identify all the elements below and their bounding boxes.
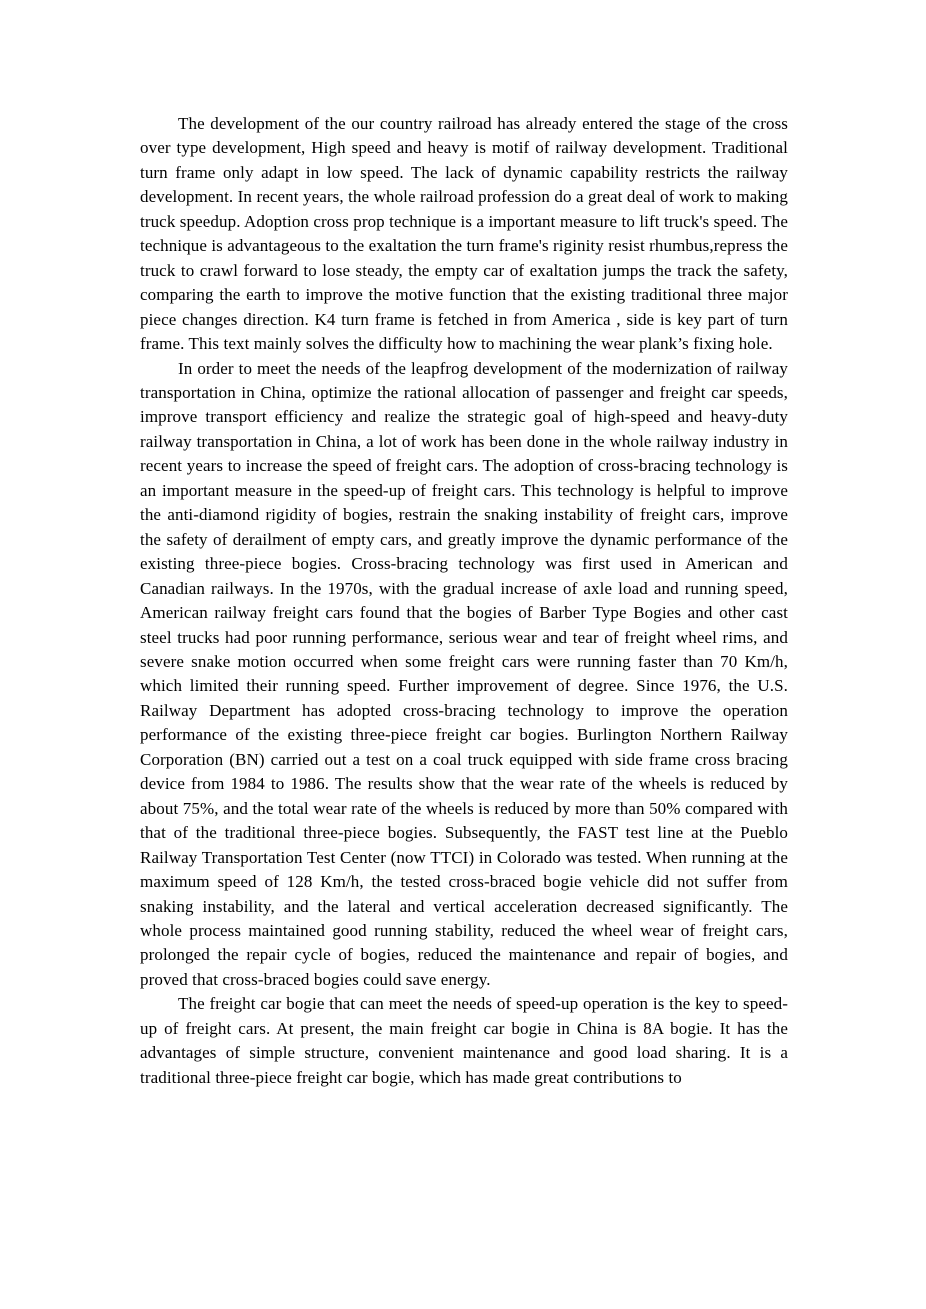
paragraph-3: The freight car bogie that can meet the needs of speed-up operation is the key to speed-up of freight cars. At present, the main freight car bogie in China is 8A bogie. It has the advantages of simple structure, convenient maintenance and good load sharing. It is a traditional three-piece freight car bogie, which has made great contributions to [140,994,788,1087]
paragraph-1: The development of the our country railroad has already entered the stage of the cross over type development, High speed and heavy is motif of railway development. Traditional turn frame only adapt in low speed. The lack of dynamic capability restricts the railway development. In recent years, the whole railroad profession do a great deal of work to making truck speedup. Adoption cross prop technique is a important measure to lift truck's speed. The technique is advantageous to the exaltation the turn frame's riginity resist rhumbus,repress the truck to crawl forward to lose steady, the empty car of exaltation jumps the track the safety, comparing the earth to improve the motive function that the existing traditional three major piece changes direction. K4 turn frame is fetched in from America , side is key part of turn frame. This text mainly solves the difficulty how to machining the wear plank’s fixing hole. [140,114,788,354]
paragraph-2: In order to meet the needs of the leapfrog development of the modernization of railway transportation in China, optimize the rational allocation of passenger and freight car speeds, improve transport efficiency and realize the strategic goal of high-speed and heavy-duty railway transportation in China, a lot of work has been done in the whole railway industry in recent years to increase the speed of freight cars. The adoption of cross-bracing technology is an important measure in the speed-up of freight cars. This technology is helpful to improve the anti-diamond rigidity of bogies, restrain the snaking instability of freight cars, improve the safety of derailment of empty cars, and greatly improve the dynamic performance of the existing three-piece bogies. Cross-bracing technology was first used in American and Canadian railways. In the 1970s, with the gradual increase of axle load and running speed, American railway freight cars found that the bogies of Barber Type Bogies and other cast steel trucks had poor running performance, serious wear and tear of freight wheel rims, and severe snake motion occurred when some freight cars were running faster than 70 Km/h, which limited their running speed. Further improvement of degree. Since 1976, the U.S. Railway Department has adopted cross-bracing technology to improve the operation performance of the existing three-piece freight car bogies. Burlington Northern Railway Corporation (BN) carried out a test on a coal truck equipped with side frame cross bracing device from 1984 to 1986. The results show that the wear rate of the wheels is reduced by about 75%, and the total wear rate of the wheels is reduced by more than 50% compared with that of the traditional three-piece bogies. Subsequently, the FAST test line at the Pueblo Railway Transportation Test Center (now TTCI) in Colorado was tested. When running at the maximum speed of 128 Km/h, the tested cross-braced bogie vehicle did not suffer from snaking instability, and the lateral and vertical acceleration decreased significantly. The whole process maintained good running stability, reduced the wheel wear of freight cars, prolonged the repair cycle of bogies, reduced the maintenance and repair of bogies, and proved that cross-braced bogies could save energy. [140,358,788,989]
